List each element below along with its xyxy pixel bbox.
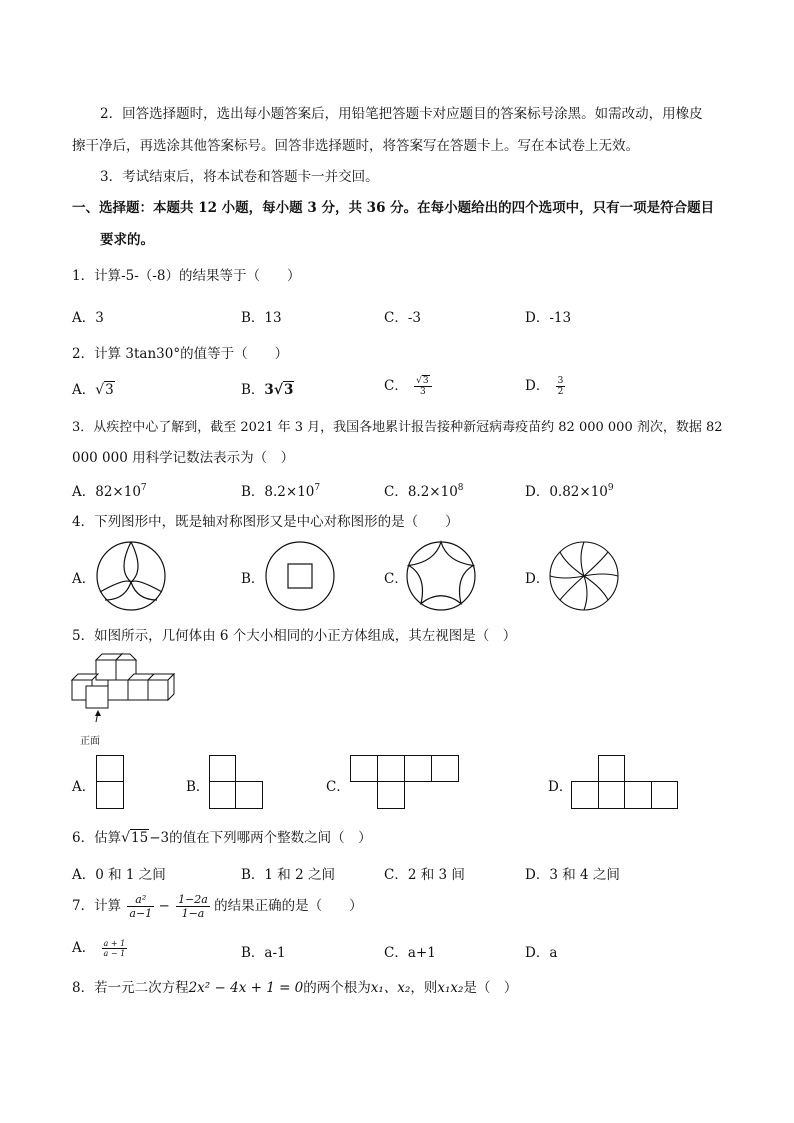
q2-c-radicand: 3: [422, 376, 429, 386]
q5-option-a[interactable]: A．: [72, 779, 96, 795]
q2-a-radicand: 3: [105, 382, 114, 398]
cube-mid-1: [108, 680, 128, 700]
q2-option-c[interactable]: [384, 374, 432, 397]
q3-option-b[interactable]: [241, 480, 320, 500]
q2-b-coef: 3: [264, 382, 274, 398]
q3-b-exponent: 7: [314, 483, 321, 493]
view-d-top: [599, 756, 625, 782]
cube-back-1-top: [72, 674, 98, 680]
q7-fraction-2: [176, 893, 210, 920]
q5-option-c[interactable]: C．: [326, 779, 350, 795]
q4-d-swirl-2: [584, 552, 608, 576]
q4-c-circle: [407, 542, 475, 610]
q7-a-fraction: [102, 939, 128, 958]
q2-c-label: C．: [384, 378, 408, 394]
q7-fraction-1: [127, 893, 154, 920]
q8-roots: x₁、x₂: [370, 980, 411, 996]
view-c-top-2: [378, 756, 405, 782]
q4-stem: 4．下列图形中，既是轴对称图形又是中心对称图形的是（ ）: [72, 514, 459, 530]
q4-d-swirl-3: [584, 574, 618, 576]
front-view-label: 正面: [80, 736, 100, 747]
q4-figure-a: [95, 540, 167, 612]
q4-d-swirl-6: [560, 576, 584, 600]
q7-stem-pre: 7．计算: [72, 898, 122, 914]
q7-a-num: a + 1: [103, 939, 126, 948]
q3-a-exponent: 7: [140, 483, 147, 493]
q6-option-a[interactable]: A．0 和 1 之间: [72, 867, 166, 883]
q4-d-swirl-7: [550, 576, 584, 578]
q4-d-swirl-1: [581, 542, 584, 576]
instruction-2-line1: 2．回答选择题时，选出每小题答案后，用铅笔把答题卡对应题目的答案标号涂黑。如需改动，用橡皮: [100, 106, 703, 122]
q4-figure-c: [405, 540, 477, 612]
q7-stem: [72, 893, 363, 920]
view-b-bottom-left: [210, 782, 236, 809]
q7-stem-post: 的结果正确的是（ ）: [214, 898, 363, 914]
q6-stem-pre: 6．估算: [72, 830, 122, 846]
q5-stem: 5．如图所示，几何体由 6 个大小相同的小正方体组成，其左视图是（ ）: [72, 628, 517, 644]
q5-view-a: [96, 755, 124, 809]
q8-stem-mid2: ，则: [410, 980, 438, 996]
cube-right-1-front: [128, 680, 148, 700]
q2-c-den: 3: [420, 387, 426, 397]
q6-option-b[interactable]: B．1 和 2 之间: [241, 867, 335, 883]
q2-b-radicand: 3: [284, 382, 294, 398]
view-c-top-3: [405, 756, 432, 782]
q5-cube-figure: [70, 652, 180, 727]
view-a-bottom: [97, 782, 124, 809]
cube-right-2-front: [148, 680, 168, 700]
instruction-2-line2: 擦干净后，再选涂其他答案标号。回答非选择题时，将答案写在答题卡上。写在本试卷上无效。: [72, 138, 639, 154]
q4-a-petal-top: [124, 542, 138, 582]
q1-option-b[interactable]: B．13: [241, 310, 282, 326]
q6-option-c[interactable]: C．2 和 3 间: [384, 867, 465, 883]
q1-stem: 1．计算-5-（-8）的结果等于（ ）: [72, 268, 301, 284]
q2-stem: 2．计算 3tan30°的值等于（ ）: [72, 346, 289, 362]
q3-stem-line2: 000 000 用科学记数法表示为（ ）: [72, 450, 295, 466]
q6-option-d[interactable]: D．3 和 4 之间: [525, 867, 620, 883]
q4-option-c[interactable]: C．: [384, 571, 408, 587]
q4-option-a[interactable]: A．: [72, 571, 96, 587]
view-c-top-1: [351, 756, 378, 782]
view-a-top: [97, 756, 124, 782]
q5-view-b: [209, 755, 263, 809]
view-b-top: [210, 756, 236, 782]
q2-option-a[interactable]: A．√3: [72, 382, 114, 398]
q4-d-swirl-5: [584, 576, 587, 610]
q7-f2-den: 1−a: [181, 907, 205, 920]
q3-b-text: B．8.2×10: [241, 484, 315, 500]
view-b-bottom-right: [236, 782, 263, 809]
q8-stem-mid: 的两个根为: [303, 980, 371, 996]
view-d-bottom-4: [652, 782, 678, 809]
q4-figure-d: [548, 540, 620, 612]
q8-stem-post: 是（ ）: [463, 980, 518, 996]
section-heading: 一、选择题：本题共 12 小题，每小题 3 分，共 36 分。在每小题给出的四个选项中，只有一项是符合题目: [72, 200, 715, 216]
q1-option-d[interactable]: D．-13: [525, 310, 572, 326]
cube-top-1-front: [96, 660, 116, 680]
q5-option-b[interactable]: B．: [186, 779, 210, 795]
view-c-top-4: [432, 756, 459, 782]
q2-c-fraction: $\frac{√3}{3}$: [414, 376, 431, 397]
view-d-bottom-1: [572, 782, 599, 809]
q5-option-d[interactable]: D．: [548, 779, 573, 795]
q4-figure-b: [264, 540, 336, 612]
q3-a-text: A．82×10: [72, 484, 141, 500]
q8-stem-pre: 8．若一元二次方程: [72, 980, 189, 996]
q7-f1-den: a−1: [129, 907, 153, 920]
section-heading-cont: 要求的。: [100, 232, 154, 248]
q7-option-b[interactable]: B．a-1: [241, 945, 286, 961]
front-arrow-head: [95, 710, 101, 716]
q3-d-text: D．0.82×10: [525, 484, 608, 500]
q7-f1-num: a²: [127, 893, 154, 907]
q1-option-c[interactable]: C．-3: [384, 310, 421, 326]
q1-option-a[interactable]: A．3: [72, 310, 104, 326]
q7-a-label: A．: [72, 940, 96, 956]
view-d-bottom-2: [599, 782, 625, 809]
q2-d-num: 3: [557, 376, 564, 386]
q3-option-a[interactable]: [72, 480, 147, 500]
q7-option-c[interactable]: C．a+1: [384, 945, 436, 961]
q5-view-c: [350, 755, 460, 809]
q3-d-exponent: 9: [607, 483, 614, 493]
q3-option-c[interactable]: [384, 480, 464, 500]
q3-stem-line1: 3．从疾控中心了解到，截至 2021 年 3 月，我国各地累计报告接种新冠病毒疫苗约 82 000 000 剂次，数据 82: [72, 420, 723, 435]
q4-b-square: [288, 564, 312, 588]
q2-d-fraction: [556, 376, 566, 397]
q5-view-d: [571, 755, 679, 809]
q4-b-circle: [266, 542, 334, 610]
q8-equation: 2x² − 4x + 1 = 0: [188, 980, 304, 996]
q7-option-d[interactable]: D．a: [525, 945, 558, 961]
q2-a-label: A．: [72, 382, 96, 398]
q3-option-d[interactable]: [525, 480, 614, 500]
q8-product: x₁x₂: [437, 980, 464, 996]
instruction-3: 3．考试结束后，将本试卷和答题卡一并交回。: [100, 169, 379, 185]
q7-f2-num: 1−2a: [178, 893, 208, 906]
q2-option-b[interactable]: B．3√3: [241, 382, 294, 398]
q2-option-d[interactable]: [525, 374, 565, 397]
q7-a-den: a − 1: [103, 949, 126, 958]
q3-c-text: C．8.2×10: [384, 484, 458, 500]
view-d-bottom-3: [625, 782, 652, 809]
q6-stem-post: −3的值在下列哪两个整数之间（ ）: [149, 830, 372, 846]
q7-minus: −: [158, 898, 170, 914]
q4-option-d[interactable]: D．: [525, 571, 550, 587]
q4-d-swirl-8: [560, 552, 584, 576]
q6-stem: 6．估算√15−3的值在下列哪两个整数之间（ ）: [72, 830, 372, 846]
q2-d-label: D．: [525, 378, 550, 394]
q2-b-label: B．: [241, 382, 265, 398]
q4-option-b[interactable]: B．: [241, 571, 265, 587]
view-c-bottom: [378, 782, 405, 809]
q8-stem: [72, 976, 517, 996]
q3-c-exponent: 8: [457, 483, 464, 493]
q2-d-den: 2: [557, 387, 564, 397]
q7-option-a[interactable]: [72, 936, 127, 958]
cube-front-1: [86, 686, 108, 708]
q4-d-swirl-4: [584, 576, 608, 600]
q6-radicand: 15: [131, 830, 149, 846]
